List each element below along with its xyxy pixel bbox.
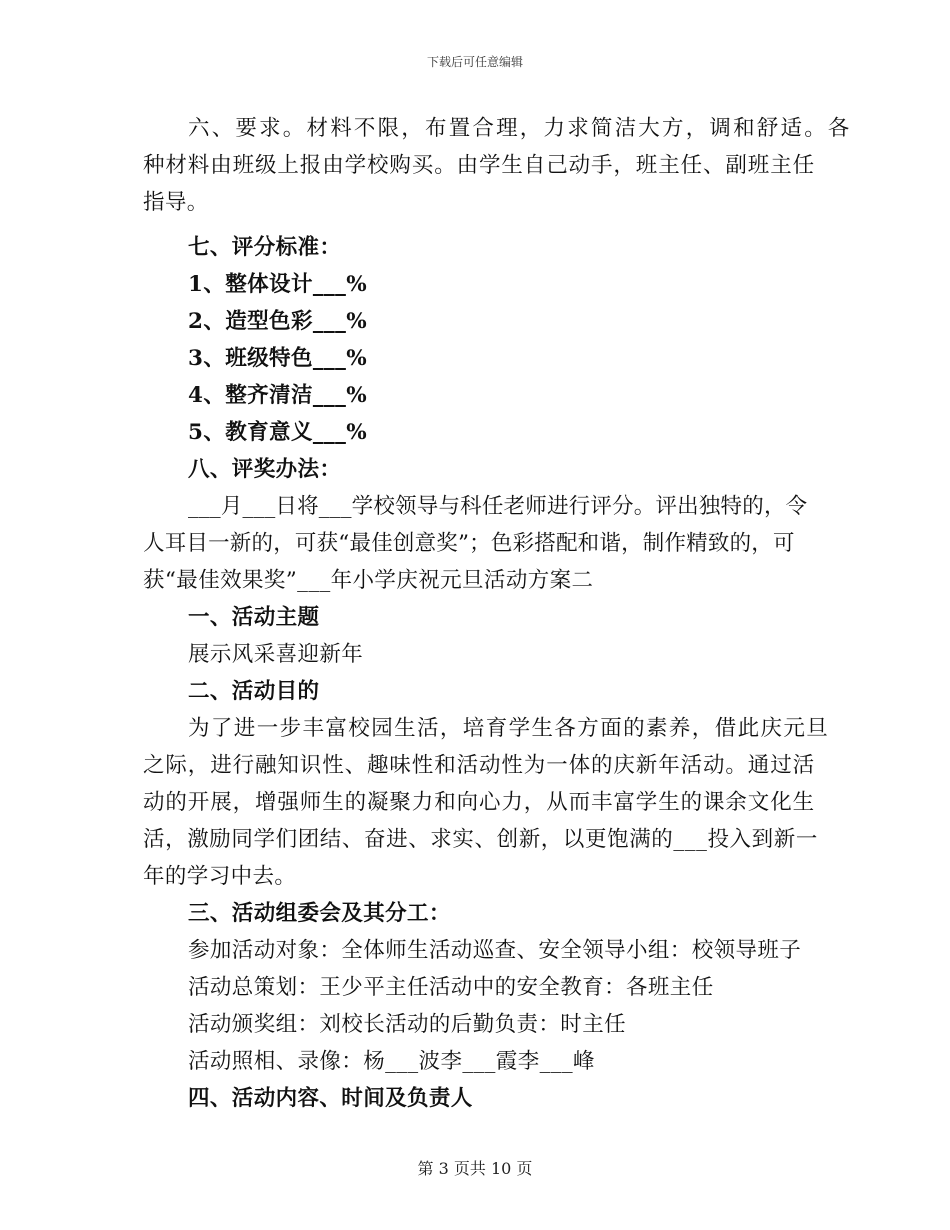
scoring-item: 3、班级特色___% <box>188 346 368 371</box>
purpose-title: 二、活动目的 <box>188 679 320 704</box>
scoring-item: 1、整体设计___% <box>188 272 368 297</box>
purpose-line-3: 动的开展，增强师生的凝聚力和向心力，从而丰富学生的课余文化生 <box>143 790 816 815</box>
award-title: 八、评奖办法： <box>188 457 342 482</box>
scoring-title: 七、评分标准： <box>188 235 342 260</box>
content-title: 四、活动内容、时间及负责人 <box>188 1086 473 1111</box>
page-header: 下载后可任意编辑 <box>426 55 523 69</box>
purpose-line-4: 活，激励同学们团结、奋进、求实、创新，以更饱满的___投入到新一 <box>143 827 818 852</box>
scoring-item: 4、整齐清洁___% <box>188 383 368 408</box>
committee-title: 三、活动组委会及其分工： <box>188 901 451 926</box>
document-body <box>143 110 852 1117</box>
award-line-3: 获“最佳效果奖”___年小学庆祝元旦活动方案二 <box>143 568 594 593</box>
requirements-line-1: 六、要求。材料不限，布置合理，力求简洁大方，调和舒适。各 <box>188 116 852 141</box>
page-footer: 第 3 页共 10 页 <box>417 1159 533 1178</box>
award-line-2: 人耳目一新的，可获“最佳创意奖”；色彩搭配和谐，制作精致的，可 <box>143 531 795 556</box>
committee-line: 活动照相、录像：杨___波李___霞李___峰 <box>188 1049 595 1074</box>
requirements-line-2: 种材料由班级上报由学校购买。由学生自己动手，班主任、副班主任 <box>143 153 816 178</box>
award-line-1: ___月___日将___学校领导与科任老师进行评分。评出独特的，令 <box>188 494 808 519</box>
committee-line: 活动总策划：王少平主任活动中的安全教育：各班主任 <box>188 975 714 1000</box>
requirements-line-3: 指导。 <box>143 190 209 215</box>
theme-title: 一、活动主题 <box>188 605 320 630</box>
committee-line: 活动颁奖组：刘校长活动的后勤负责：时主任 <box>188 1012 627 1037</box>
purpose-line-5: 年的学习中去。 <box>143 864 297 889</box>
scoring-item: 2、造型色彩___% <box>188 309 368 334</box>
purpose-line-2: 之际，进行融知识性、趣味性和活动性为一体的庆新年活动。通过活 <box>143 753 816 778</box>
scoring-item: 5、教育意义___% <box>188 420 368 445</box>
theme-text: 展示风采喜迎新年 <box>188 642 364 667</box>
purpose-line-1: 为了进一步丰富校园生活，培育学生各方面的素养，借此庆元旦 <box>188 716 830 741</box>
committee-line: 参加活动对象：全体师生活动巡查、安全领导小组：校领导班子 <box>188 938 802 963</box>
